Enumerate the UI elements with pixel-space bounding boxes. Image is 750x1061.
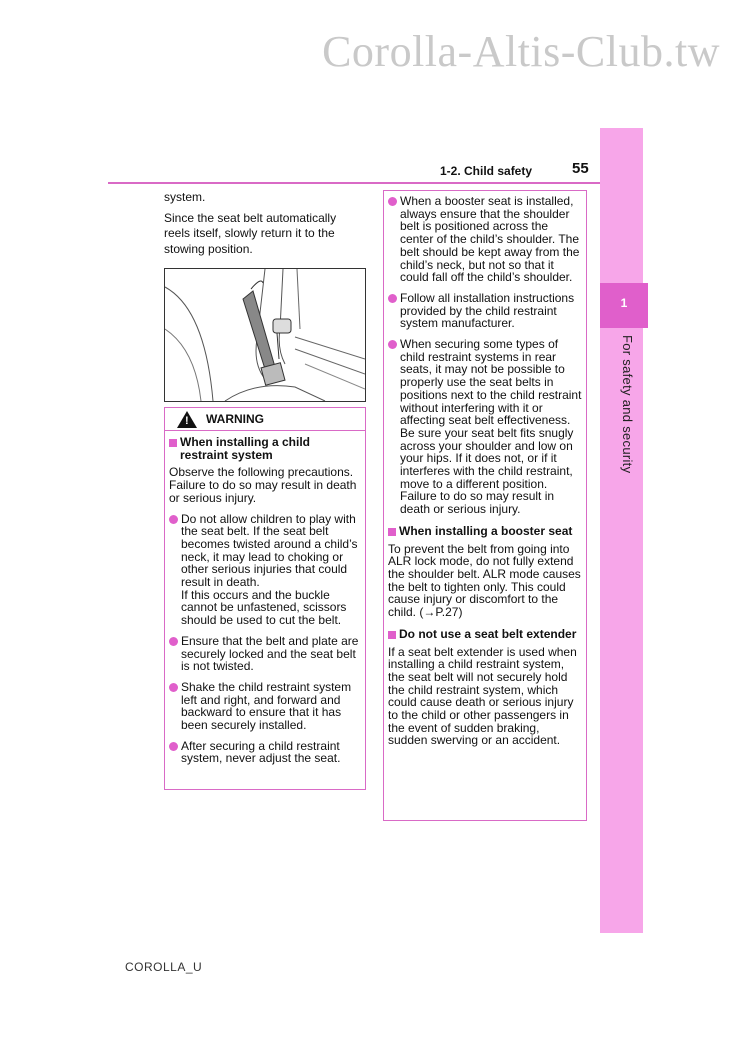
header-divider — [108, 182, 600, 184]
list-item — [388, 338, 582, 516]
square-bullet-icon — [388, 528, 396, 536]
extender-heading: Do not use a seat belt extender — [399, 626, 577, 641]
booster-text[interactable]: To prevent the belt from going into ALR lock mode, do not fully extend the shoulder belt. ALR mode causes the belt to tighten only. This could cause injury or discomfort to the child. (→P.27) — [388, 541, 581, 620]
list-item — [388, 292, 582, 330]
square-bullet-icon — [169, 439, 177, 447]
warning-title: WARNING — [206, 411, 264, 426]
warning-intro: Observe the following precautions. Failure to do so may result in death or serious injury. — [169, 465, 357, 505]
square-bullet-icon — [388, 631, 396, 639]
extender-text: If a seat belt extender is used when installing a child restraint system, the seat belt will not securely hold the child restraint system, which could cause death or serious injury to the child or other passengers in the event of sudden braking, sudden swerving or an accident. — [388, 644, 577, 748]
bullet-text: Do not allow children to play with the seat belt. If the seat belt becomes twisted around a child’s neck, it may lead to choking or other serious injuries that could result in death. If this occurs and the buckle cannot be unfastened, scissors should be used to cut the belt. — [181, 511, 358, 628]
intro-paragraph-2: Since the seat belt automatically reels itself, slowly return it to the stowing position. — [164, 210, 337, 256]
round-bullet-icon — [388, 197, 397, 206]
watermark: Corolla-Altis-Club.tw — [322, 27, 720, 76]
seat-belt-drawing — [165, 269, 365, 401]
chapter-label: For safety and security — [620, 335, 635, 474]
round-bullet-icon — [169, 683, 178, 692]
page-number: 55 — [572, 160, 589, 177]
bullet-text: When securing some types of child restraint systems in rear seats, it may not be possible to properly use the seat belts in positions next to the child restraint without interfering with it or affecting seat belt effectiveness. Be sure your seat belt fits snugly across your shoulder and low on your hips. If it does not, or if it interferes with the child restraint, move to a different position. Failure to do so may result in death or serious injury. — [400, 337, 582, 517]
footer-model-code: COROLLA_U — [125, 960, 203, 974]
bullet-text: When a booster seat is installed, always ensure that the shoulder belt is positioned across the center of the child’s shoulder. The belt should be kept away from the child’s neck, but not so that it could fall off the child’s shoulder. — [400, 194, 580, 285]
bullet-text: After securing a child restraint system, never adjust the seat. — [181, 738, 341, 766]
list-item — [169, 740, 361, 765]
booster-heading: When installing a booster seat — [399, 523, 573, 538]
seat-belt-illustration — [164, 268, 366, 402]
intro-text — [164, 190, 364, 262]
bullet-text: Shake the child restraint system left and right, and forward and backward to ensure that it has been securely installed. — [181, 679, 352, 733]
warning-heading: When installing a child restraint system — [180, 435, 311, 462]
warning-header — [165, 408, 365, 431]
round-bullet-icon — [388, 294, 397, 303]
bullet-text: Ensure that the belt and plate are securely locked and the seat belt is not twisted. — [181, 633, 359, 674]
section-title: 1-2. Child safety — [440, 164, 533, 178]
warning-continued-box — [383, 190, 587, 821]
list-item — [169, 635, 361, 673]
round-bullet-icon — [169, 515, 178, 524]
bullet-text: Follow all installation instructions provided by the child restraint system manufacturer. — [400, 290, 575, 331]
warning-triangle-icon: ! — [177, 411, 197, 428]
round-bullet-icon — [169, 637, 178, 646]
intro-paragraph-1: system. — [164, 190, 206, 204]
list-item — [169, 513, 361, 627]
round-bullet-icon — [169, 742, 178, 751]
list-item — [169, 681, 361, 732]
round-bullet-icon — [388, 340, 397, 349]
chapter-number[interactable]: 1 — [600, 283, 648, 328]
warning-box — [164, 407, 366, 790]
side-tab — [600, 128, 643, 933]
list-item — [388, 195, 582, 284]
